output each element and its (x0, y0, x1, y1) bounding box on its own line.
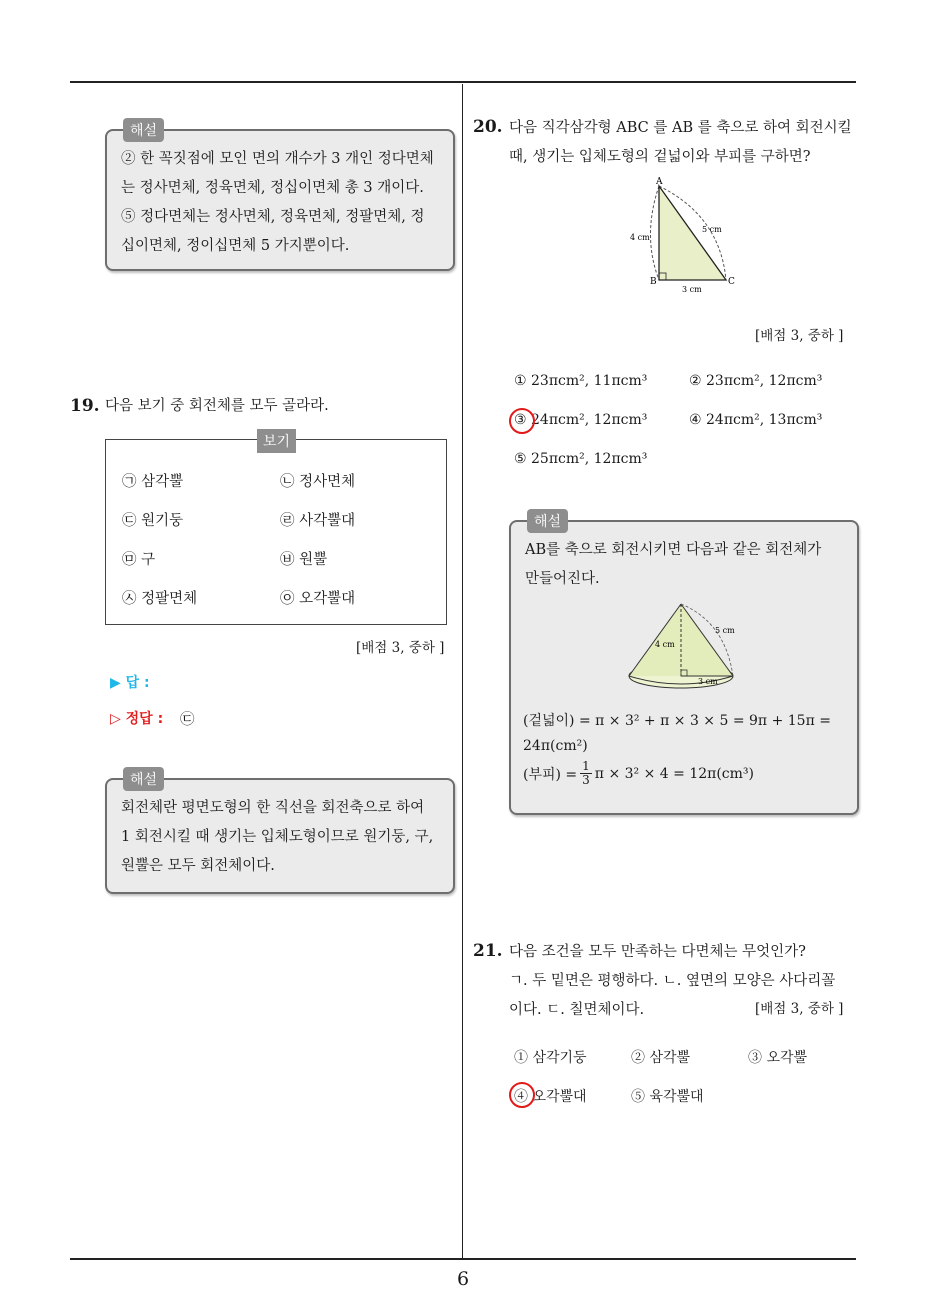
vertex-b-label: B (650, 277, 657, 287)
bogi-box (105, 434, 447, 625)
correct-answer-value: ㉢ (180, 712, 195, 728)
bogi-tag: 보기 (257, 429, 296, 453)
explanation-text: 회전체란 평면도형의 한 직선을 회전축으로 하여 1 회전시킬 때 생기는 입체도형이므로 원기둥, 구, 원뿔은 모두 회전체이다. (121, 800, 434, 874)
question-20-score: [배점 3, 중하 ] (755, 328, 844, 344)
bogi-item: ㉧ 오각뿔대 (280, 591, 356, 607)
bogi-item: ㉣ 사각뿔대 (280, 513, 356, 529)
fraction: $\frac{1}{3}$ (582, 759, 590, 787)
explanation-tag: 해설 (527, 509, 568, 533)
question-19-score: [배점 3, 중하 ] (356, 640, 445, 656)
correct-answer-label: ▷ 정답 : (110, 711, 164, 727)
side-bc-label: 3 cm (682, 285, 702, 294)
choice-4[interactable]: ④ 24πcm², 13πcm³ (689, 412, 823, 428)
height-label: 4 cm (655, 640, 675, 649)
question-21-number: 21. (473, 941, 503, 961)
vertex-c-label: C (728, 277, 735, 287)
choice-1[interactable]: ① 23πcm², 11πcm³ (514, 373, 648, 389)
bogi-item: ㉢ 원기둥 (122, 513, 184, 529)
bogi-item: ㉡ 정사면체 (280, 474, 356, 490)
question-20-number: 20. (473, 117, 503, 137)
formula-volume: (부피) = $\frac{1}{3}$ π × 3² × 4 = 12π(cm³) (523, 759, 754, 787)
column-separator (462, 84, 463, 1260)
bogi-item: ㉥ 원뿔 (280, 552, 328, 568)
selected-answer-circle (509, 408, 535, 434)
bogi-item: ㉠ 삼각뿔 (122, 474, 184, 490)
side-ab-label: 4 cm (630, 233, 650, 242)
choice-5[interactable]: ⑤ 육각뿔대 (631, 1089, 704, 1105)
choice-2[interactable]: ② 23πcm², 12πcm³ (689, 373, 823, 389)
formula-surface-result: 24π(cm²) (523, 738, 588, 754)
choice-5[interactable]: ⑤ 25πcm², 12πcm³ (514, 451, 648, 467)
vertex-a-label: A (656, 177, 663, 187)
explanation-text: ② 한 꼭짓점에 모인 면의 개수가 3 개인 정다면체 는 정사면체, 정육면체, 정십이면체 총 3 개이다. ⑤ 정다면체는 정사면체, 정육면체, 정팔면체, 정 십이면체, 정이십면체 5 가지뿐이다. (121, 151, 434, 254)
question-19-number: 19. (70, 396, 100, 416)
explanation-text: AB를 축으로 회전시키면 다음과 같은 회전체가 만들어진다. (525, 542, 822, 587)
triangle-figure (620, 176, 750, 296)
radius-label: 3 cm (698, 677, 718, 686)
question-19-text: 다음 보기 중 회전체를 모두 골라라. (105, 398, 329, 414)
explanation-tag: 해설 (123, 118, 164, 142)
page-number: 6 (456, 1268, 470, 1290)
choice-3[interactable]: ③ 오각뿔 (748, 1050, 808, 1066)
explanation-box-18 (105, 123, 455, 271)
selected-answer-circle (509, 1082, 535, 1108)
explanation-box-19 (105, 772, 455, 894)
answer-label: ▶ 답 : (110, 675, 150, 691)
choice-3[interactable]: ③ 24πcm², 12πcm³ (514, 412, 648, 428)
question-21-score: [배점 3, 중하 ] (755, 1001, 844, 1017)
choice-4[interactable]: ④ 오각뿔대 (514, 1089, 587, 1105)
choice-2[interactable]: ② 삼각뿔 (631, 1050, 691, 1066)
top-rule (70, 81, 856, 83)
explanation-tag: 해설 (123, 767, 164, 791)
choice-1[interactable]: ① 삼각기둥 (514, 1050, 587, 1066)
formula-surface: (겉넓이) = π × 3² + π × 3 × 5 = 9π + 15π = (523, 713, 831, 729)
slant-label: 5 cm (715, 626, 735, 635)
explanation-box-20 (509, 514, 859, 815)
question-21-text: 다음 조건을 모두 만족하는 다면체는 무엇인가? ㄱ. 두 밑면은 평행하다. ㄴ. 옆면의 모양은 사다리꼴 이다. ㄷ. 칠면체이다. (509, 944, 836, 1018)
bogi-item: ㉦ 정팔면체 (122, 591, 198, 607)
side-ac-label: 5 cm (702, 225, 722, 234)
bogi-item: ㉤ 구 (122, 552, 156, 568)
cone-figure (625, 602, 755, 692)
question-20-text: 다음 직각삼각형 ABC 를 AB 를 축으로 하여 회전시킬 때, 생기는 입체도형의 겉넓이와 부피를 구하면? (509, 120, 852, 165)
bottom-rule (70, 1258, 856, 1260)
